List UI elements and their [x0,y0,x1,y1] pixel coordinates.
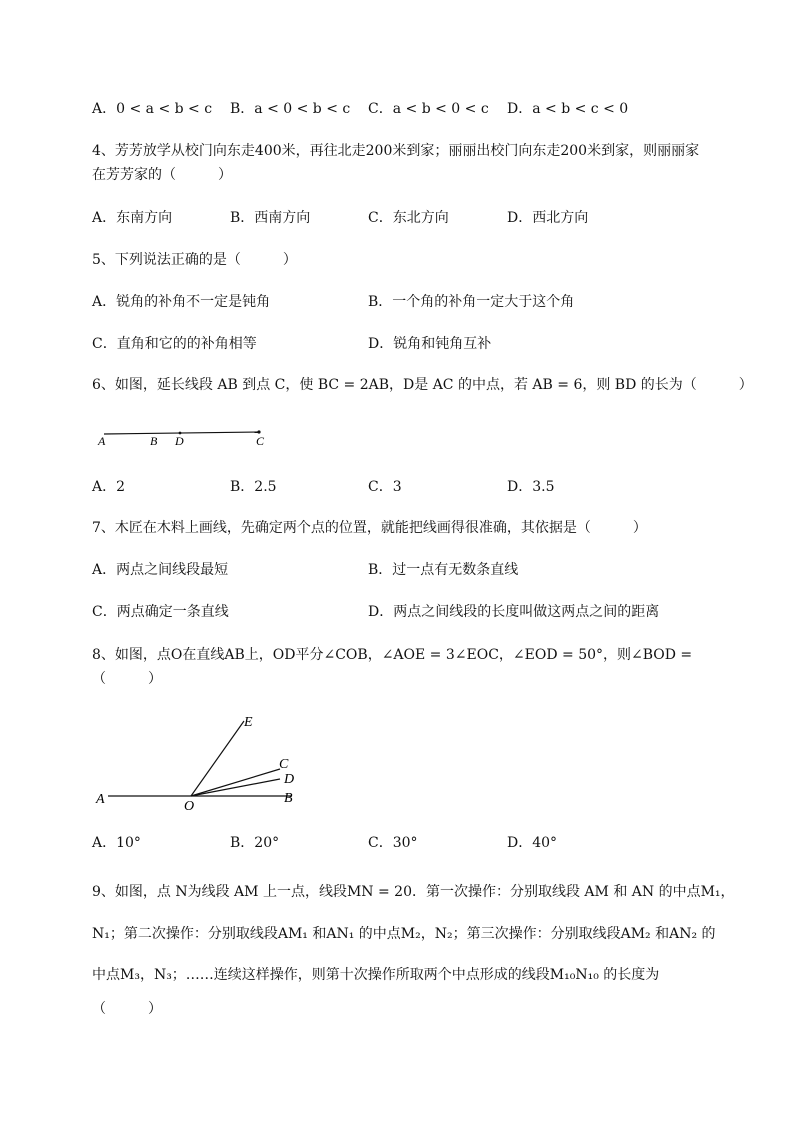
q7-option-c: C．两点确定一条直线 [92,604,229,620]
q5-stem: 5、下列说法正确的是（ ） [92,252,297,268]
q6-stem: 6、如图，延长线段 AB 到点 C，使 BC = 2AB，D是 AC 的中点，若 AB = 6，则 BD 的长为（ ） [92,377,753,393]
q8-label-c: C [279,757,289,772]
q8-option-b: B．20° [230,835,280,851]
q9-stem-line3: 中点M₃，N₃；……连续这样操作，则第十次操作所取两个中点形成的线段M₁₀N₁₀ 的长度为 [92,967,660,983]
q8-label-e: E [244,715,253,730]
q4-stem-line1: 4、芳芳放学从校门向东走400米，再往北走200米到家；丽丽出校门向东走200米到家，则丽丽家 [92,143,700,159]
q7-option-a: A．两点之间线段最短 [92,562,229,578]
q5-option-d: D．锐角和钝角互补 [368,336,492,352]
q6-label-b: B [150,434,158,448]
q7-option-b: B．过一点有无数条直线 [368,562,519,578]
q8-option-c: C．30° [368,835,418,851]
q9-stem-line2: N₁；第二次操作：分别取线段AM₁ 和AN₁ 的中点M₂，N₂；第三次操作：分别取线段AM₂ 和AN₂ 的 [92,926,716,942]
q6-label-a: A [98,434,106,448]
q8-label-o: O [184,799,195,814]
q6-option-a: A．2 [92,479,126,495]
q3-option-c: C．a < b < 0 < c [368,101,489,117]
q8-option-a: A．10° [92,835,141,851]
q6-option-b: B．2.5 [230,479,277,495]
q4-option-b: B．西南方向 [230,210,311,226]
q8-angle-figure [92,708,312,814]
q6-label-d: D [175,434,184,448]
q6-segment-figure [96,424,276,450]
q3-option-d: D．a < b < c < 0 [507,101,629,117]
q8-label-a: A [96,792,105,807]
q4-option-c: C．东北方向 [368,210,449,226]
q5-option-a: A．锐角的补角不一定是钝角 [92,294,271,310]
q8-label-b: B [284,791,293,806]
q9-stem-line1: 9、如图，点 N为线段 AM 上一点，线段MN = 20．第一次操作：分别取线段 AM 和 AN 的中点M₁， [92,884,735,900]
q7-stem: 7、木匠在木料上画线，先确定两个点的位置，就能把线画得很准确，其依据是（ ） [92,520,647,536]
q6-label-c: C [256,434,265,448]
q3-option-b: B．a < 0 < b < c [230,101,351,117]
q8-label-d: D [284,772,295,787]
q4-option-a: A．东南方向 [92,210,173,226]
q4-stem-line2: 在芳芳家的（ ） [92,167,232,183]
q6-option-c: C．3 [368,479,402,495]
q8-stem-line2: （ ） [92,671,162,687]
q6-option-d: D．3.5 [507,479,555,495]
q4-option-d: D．西北方向 [507,210,589,226]
q8-stem-line1: 8、如图，点O在直线AB上，OD平分∠COB，∠AOE = 3∠EOC，∠EOD = 50°，则∠BOD = [92,647,693,663]
q5-option-c: C．直角和它的的补角相等 [92,336,257,352]
q9-stem-line4: （ ） [92,1001,162,1017]
q3-option-a: A．0 < a < b < c [92,101,213,117]
q8-option-d: D．40° [507,835,558,851]
q5-option-b: B．一个角的补角一定大于这个角 [368,294,575,310]
q7-option-d: D．两点之间线段的长度叫做这两点之间的距离 [368,604,660,620]
